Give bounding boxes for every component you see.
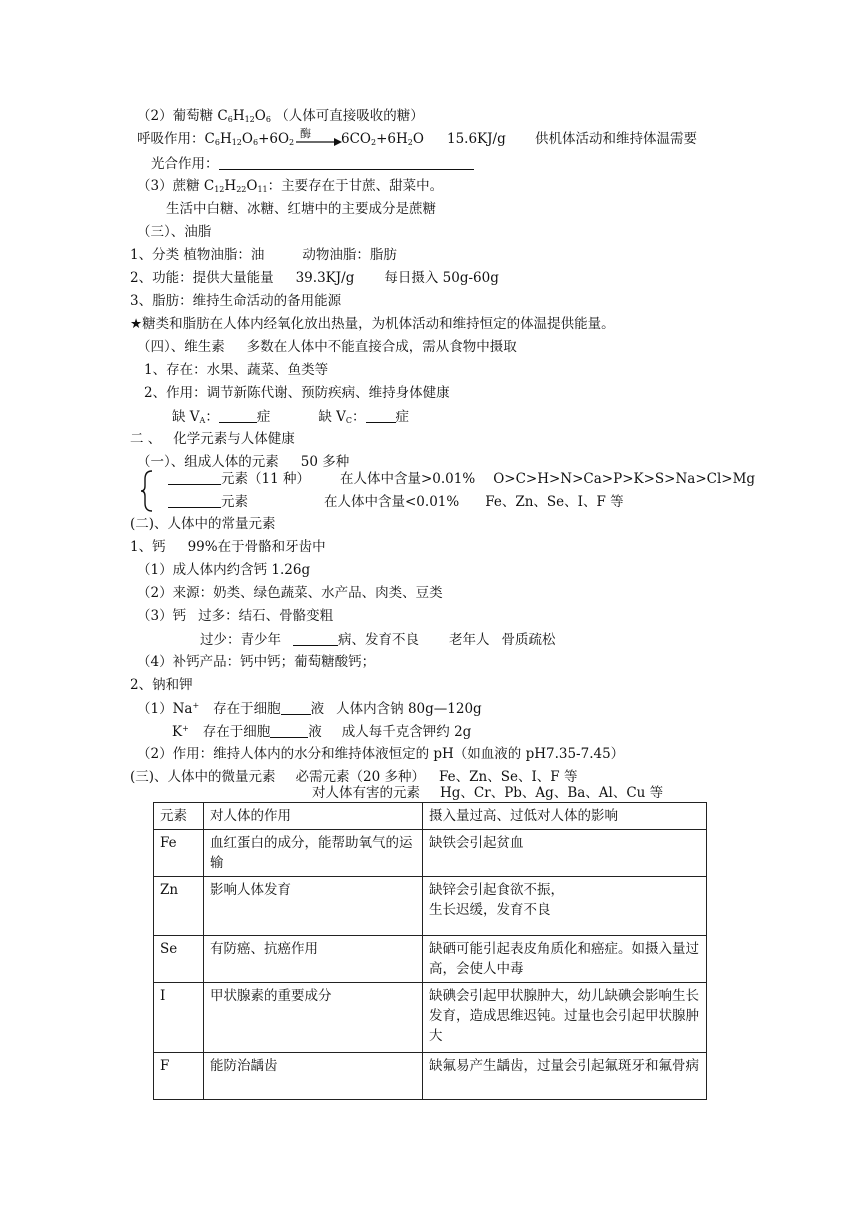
text: 99%在于骨骼和牙齿中 bbox=[187, 539, 326, 555]
column-header: 摄入量过高、过低对人体的影响 bbox=[423, 803, 707, 830]
vitamins-existence: 1、存在：水果、蔬菜、鱼类等 bbox=[144, 362, 329, 378]
text: （四）、维生素 bbox=[137, 339, 225, 355]
formula-sub: 12 bbox=[231, 138, 242, 147]
text: Fe、Zn、Se、I、F 等 bbox=[485, 494, 624, 510]
effect-cell: 缺硒可能引起表皮角质化和癌症。如摄入量过高，会使人中毒 bbox=[423, 936, 707, 983]
answer-blank[interactable] bbox=[168, 470, 221, 485]
trace-elements-line bbox=[168, 493, 624, 510]
formula-el: O bbox=[241, 131, 253, 147]
sucrose-line bbox=[137, 178, 443, 195]
formula-sub: A bbox=[199, 416, 206, 425]
calcium-products: （4）补钙产品：钙中钙；葡萄糖酸钙； bbox=[137, 654, 376, 670]
formula-sub: 2 bbox=[371, 138, 377, 147]
calcium-deficiency bbox=[200, 631, 556, 648]
element-cell: Se bbox=[154, 936, 204, 983]
text: (三)、人体中的微量元素 bbox=[130, 769, 276, 785]
role-cell: 能防治龋齿 bbox=[204, 1053, 423, 1100]
formula-el: H bbox=[224, 178, 237, 194]
sodium-potassium-heading: 2、钠和钾 bbox=[130, 677, 193, 693]
table-row bbox=[154, 936, 707, 983]
formula-sub: 6 bbox=[265, 115, 271, 124]
text: O>C>H>N>Ca>P>K>S>Na>Cl>Mg bbox=[493, 471, 756, 487]
text: 50 多种 bbox=[300, 454, 350, 470]
potassium-line bbox=[172, 723, 471, 740]
text: 1、钙 bbox=[130, 539, 166, 555]
table-body bbox=[154, 803, 707, 1100]
text: 症 bbox=[256, 409, 271, 425]
text: Hg、Cr、Pb、Ag、Ba、Al、Cu 等 bbox=[440, 785, 664, 801]
sodium-potassium-function: （2）作用：维持人体内的水分和维持体液恒定的 pH（如血液的 pH7.35-7.45） bbox=[137, 746, 625, 762]
effect-cell: 缺碘会引起甲状腺肿大，幼儿缺碘会影响生长发育，造成思维迟钝。过量也会引起甲状腺肿大 bbox=[423, 983, 707, 1053]
text: 多数在人体中不能直接合成，需从食物中摄取 bbox=[246, 339, 517, 355]
sucrose-usage: 生活中白糖、冰糖、红塘中的主要成分是蔗糖 bbox=[166, 201, 436, 217]
glucose-heading bbox=[137, 108, 424, 125]
calcium-content: （1）成人体内约含钙 1.26g bbox=[137, 562, 311, 578]
trace-elements-heading bbox=[130, 769, 577, 785]
text: 糖类和脂肪在人体内经氧化放出热量，为机体活动和维持恒定的体温提供能量。 bbox=[142, 316, 615, 332]
text: 病、发育不良 bbox=[338, 632, 419, 648]
text: 元素 bbox=[221, 494, 248, 510]
element-cell: Zn bbox=[154, 877, 204, 936]
formula-part: +6H bbox=[376, 131, 408, 147]
calcium-sources: （2）来源：奶类、绿色蔬菜、水产品、肉类、豆类 bbox=[137, 585, 443, 601]
respiration-purpose: 供机体活动和维持体温需要 bbox=[535, 131, 697, 147]
enzyme-label: 酶 bbox=[300, 127, 311, 140]
text: （3）钙 bbox=[137, 608, 187, 624]
glucose-note: （人体可直接吸收的糖） bbox=[275, 108, 424, 124]
vitamin-deficiency-line bbox=[172, 408, 409, 426]
element-cell: Fe bbox=[154, 830, 204, 877]
formula-part: O bbox=[412, 131, 424, 147]
text: 人体内含钠 80g—120g bbox=[336, 701, 482, 717]
formula-part: +6O bbox=[258, 131, 290, 147]
formula-sup: + bbox=[192, 701, 200, 710]
element-cell: F bbox=[154, 1053, 204, 1100]
sucrose-note: ：主要存在于甘蔗、甜菜中。 bbox=[267, 178, 444, 194]
constant-elements-heading: (二)、人体中的常量元素 bbox=[130, 516, 276, 532]
answer-blank[interactable] bbox=[219, 408, 257, 423]
role-cell: 有防癌、抗癌作用 bbox=[204, 936, 423, 983]
column-header: 元素 bbox=[154, 803, 204, 830]
energy-note bbox=[130, 316, 615, 332]
table-row bbox=[154, 877, 707, 936]
section-vitamins-heading bbox=[137, 339, 517, 355]
formula-sub: 2 bbox=[289, 138, 295, 147]
answer-blank[interactable] bbox=[281, 700, 311, 715]
reaction-arrow-icon bbox=[296, 137, 342, 147]
formula-sub: 22 bbox=[236, 185, 247, 194]
text: Fe、Zn、Se、I、F 等 bbox=[439, 769, 578, 785]
answer-blank[interactable] bbox=[293, 631, 338, 646]
text: （1）Na bbox=[137, 701, 193, 717]
text: 缺 V bbox=[318, 409, 346, 425]
body-elements-heading bbox=[137, 454, 349, 470]
table-row bbox=[154, 983, 707, 1053]
harmful-elements-line bbox=[312, 785, 663, 801]
glucose-label: （2）葡萄糖 C bbox=[137, 108, 228, 124]
text: ： bbox=[205, 409, 219, 425]
answer-blank[interactable] bbox=[270, 723, 308, 738]
formula-el: O bbox=[254, 108, 266, 124]
role-cell: 影响人体发育 bbox=[204, 877, 423, 936]
column-header: 对人体的作用 bbox=[204, 803, 423, 830]
answer-blank[interactable] bbox=[366, 408, 396, 423]
effect-cell: 缺铁会引起贫血 bbox=[423, 830, 707, 877]
fat-role: 3、脂肪：维持生命活动的备用能源 bbox=[130, 293, 342, 309]
text: 每日摄入 50g-60g bbox=[384, 270, 499, 286]
section-two-heading bbox=[130, 431, 295, 447]
text: 骨质疏松 bbox=[501, 632, 556, 648]
text: ： bbox=[352, 409, 366, 425]
formula-sub: C bbox=[345, 416, 352, 425]
calcium-heading bbox=[130, 539, 326, 555]
formula-sub: 11 bbox=[257, 185, 268, 194]
formula-part: 6CO bbox=[341, 131, 371, 147]
vitamins-function: 2、作用：调节新陈代谢、预防疾病、维持身体健康 bbox=[144, 385, 450, 401]
photosynthesis-label: 光合作用： bbox=[151, 156, 219, 172]
text: 缺 V bbox=[172, 409, 200, 425]
text: 对人体有害的元素 bbox=[312, 785, 420, 801]
text: 二 、 bbox=[130, 431, 162, 447]
text: 过多：结石、骨骼变粗 bbox=[198, 608, 334, 624]
formula-sub: 6 bbox=[227, 115, 233, 124]
answer-blank[interactable] bbox=[219, 155, 474, 170]
trace-elements-table bbox=[153, 802, 707, 1100]
formula-el: H bbox=[219, 131, 232, 147]
macro-elements-line bbox=[168, 470, 755, 487]
element-cell: I bbox=[154, 983, 204, 1053]
formula-sub: 6 bbox=[252, 138, 259, 147]
brace-icon bbox=[140, 469, 154, 513]
text: 老年人 bbox=[449, 632, 490, 648]
respiration-energy: 15.6KJ/g bbox=[447, 131, 506, 147]
formula-sup: + bbox=[182, 724, 189, 733]
text: （一）、组成人体的元素 bbox=[137, 454, 279, 470]
table-row bbox=[154, 1053, 707, 1100]
text: 39.3KJ/g bbox=[295, 270, 355, 286]
table-header-row bbox=[154, 803, 707, 830]
text: 1、分类 植物油脂：油 bbox=[130, 247, 265, 263]
text: 存在于细胞 bbox=[202, 724, 271, 740]
text: K bbox=[172, 724, 183, 740]
respiration-line bbox=[137, 131, 294, 148]
section-oils-heading: （三）、油脂 bbox=[137, 224, 212, 240]
photosynthesis-line bbox=[151, 155, 474, 172]
text: 在人体中含量<0.01% bbox=[324, 494, 460, 510]
formula-el: O bbox=[246, 178, 258, 194]
role-cell: 甲状腺素的重要成分 bbox=[204, 983, 423, 1053]
table-row bbox=[154, 830, 707, 877]
sucrose-label: （3）蔗糖 C bbox=[137, 178, 215, 194]
text: 过少：青少年 bbox=[200, 632, 281, 648]
respiration-label: 呼吸作用：C bbox=[137, 131, 215, 147]
star-icon: ★ bbox=[130, 316, 143, 332]
text: 必需元素（20 多种） bbox=[295, 769, 426, 785]
text: 存在于细胞 bbox=[213, 701, 281, 717]
text: 2、功能：提供大量能量 bbox=[130, 270, 274, 286]
text: 液 bbox=[308, 724, 322, 740]
oils-function bbox=[130, 270, 499, 286]
formula-sub: 2 bbox=[407, 138, 413, 147]
text: 在人体中含量>0.01% bbox=[339, 471, 476, 487]
calcium-excess bbox=[137, 608, 333, 624]
effect-cell: 缺氟易产生龋齿，过量会引起氟斑牙和氟骨病 bbox=[423, 1053, 707, 1100]
text: 成人每千克含钾约 2g bbox=[341, 724, 472, 740]
text: 症 bbox=[395, 409, 409, 425]
text: 元素（11 种） bbox=[221, 471, 310, 487]
answer-blank[interactable] bbox=[168, 493, 221, 508]
role-cell: 血红蛋白的成分，能帮助氧气的运输 bbox=[204, 830, 423, 877]
sodium-line bbox=[137, 700, 482, 717]
oils-classification bbox=[130, 247, 397, 263]
text: 化学元素与人体健康 bbox=[173, 431, 295, 447]
formula-el: H bbox=[232, 108, 245, 124]
formula-sub: 12 bbox=[244, 115, 255, 124]
text: 动物油脂：脂肪 bbox=[302, 247, 397, 263]
formula-sub: 12 bbox=[214, 185, 225, 194]
formula-sub: 6 bbox=[214, 138, 220, 147]
respiration-products bbox=[341, 131, 424, 148]
text: 液 bbox=[310, 701, 325, 717]
effect-cell: 缺锌会引起食欲不振， 生长迟缓，发育不良 bbox=[423, 877, 707, 936]
